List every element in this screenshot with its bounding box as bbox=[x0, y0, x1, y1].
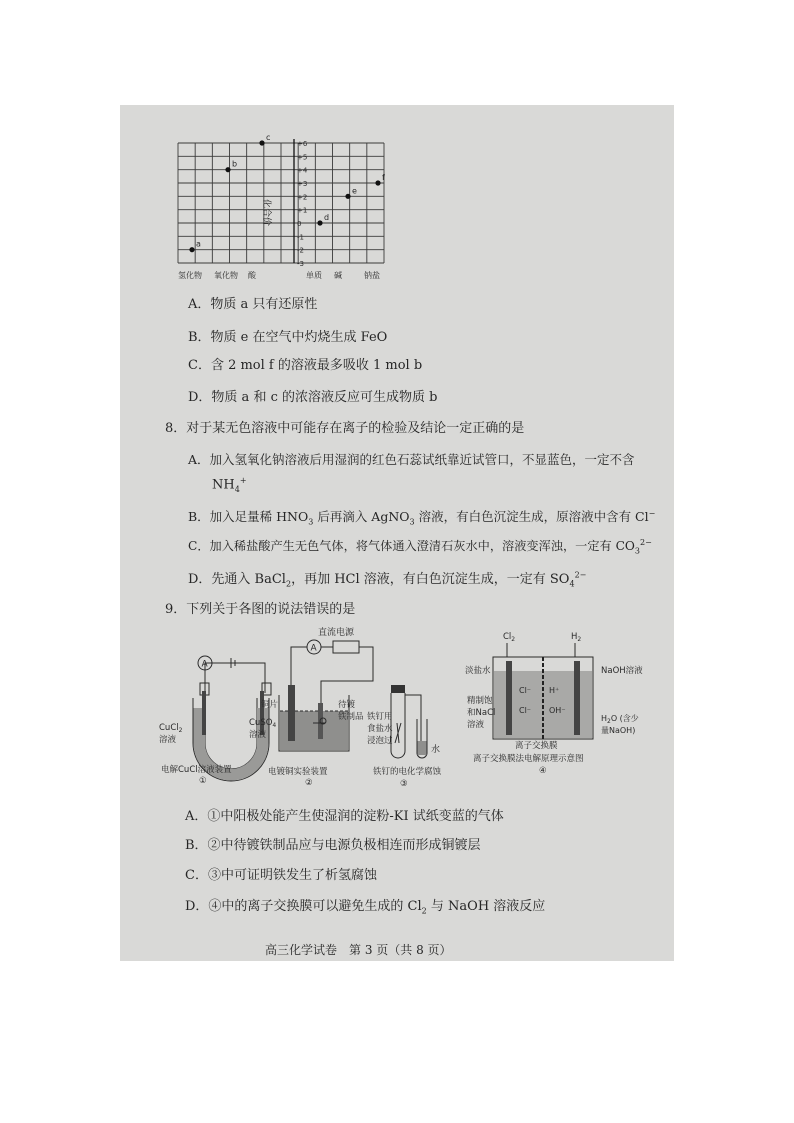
data-point-label-a: a bbox=[196, 239, 201, 249]
fig2-number: ② bbox=[305, 778, 313, 788]
q9-option-c: C．③中可证明铁发生了析氢腐蚀 bbox=[185, 868, 377, 883]
x-tick-label: 钠盐 bbox=[364, 271, 380, 280]
page-footer: 高三化学试卷 第 3 页（共 8 页） bbox=[265, 943, 452, 957]
q8-option-a-line1: A．加入氢氧化钠溶液后用湿润的红色石蕊试纸靠近试管口，不显蓝色，一定不含 bbox=[188, 452, 635, 467]
fig4-number: ④ bbox=[539, 766, 547, 776]
exam-page bbox=[120, 105, 674, 961]
q9-option-d: D．④中的离子交换膜可以避免生成的 $Cl_2$ 与 NaOH 溶液反应 bbox=[185, 899, 546, 916]
q8-option-b: B．加入足量稀 $HNO_3$ 后再滴入 AgNO$_3$ 溶液，有白色沉淀生成，原溶液中含有 Cl− bbox=[188, 508, 656, 527]
x-tick-label: 碱 bbox=[334, 271, 342, 280]
fig3-water-label: 水 bbox=[431, 745, 441, 755]
y-tick-label: +6 bbox=[297, 140, 308, 148]
fig4-left-bottom-label-2: 和NaCl bbox=[467, 708, 496, 718]
q7-option-d: D．物质 a 和 c 的浓溶液反应可生成物质 b bbox=[188, 390, 438, 405]
fig4-right-bottom-label-1: $H_2O$ (含少 bbox=[601, 714, 639, 725]
y-tick-label: -3 bbox=[297, 260, 304, 268]
y-tick-label: +2 bbox=[297, 193, 308, 202]
fig2-power-label: 直流电源 bbox=[318, 628, 355, 638]
y-tick-label: +3 bbox=[297, 180, 308, 188]
fig4-left-top-label: 淡盐水 bbox=[465, 666, 491, 676]
fig4-right-bottom-label-2: 量NaOH) bbox=[601, 726, 636, 735]
fig4-left-bottom-label-1: 精制饱 bbox=[467, 696, 493, 706]
valence-class-chart bbox=[170, 135, 470, 285]
x-tick-label: 氧化物 bbox=[214, 271, 238, 280]
fig1-electrode-right bbox=[260, 691, 264, 735]
fig3-nail-label-2: 食盐水 bbox=[367, 724, 393, 734]
y-axis-label: 化合价 bbox=[261, 199, 271, 227]
figure-2-copper-plating bbox=[249, 626, 373, 788]
fig1-ammeter-label: A bbox=[201, 659, 208, 670]
x-tick-label: 氢化物 bbox=[178, 271, 202, 280]
data-point-d bbox=[317, 220, 322, 225]
fig3-number: ③ bbox=[400, 779, 408, 789]
q7-option-a: A．物质 a 只有还原性 bbox=[188, 297, 318, 312]
data-point-a bbox=[189, 247, 194, 252]
q7-option-c: C．含 2 mol f 的溶液最多吸收 1 mol b bbox=[188, 358, 423, 373]
fig4-membrane-label: 离子交换膜 bbox=[515, 741, 558, 751]
q7-option-b: B．物质 e 在空气中灼烧生成 FeO bbox=[188, 330, 388, 345]
data-point-label-f: f bbox=[382, 173, 385, 182]
data-point-label-d: d bbox=[324, 213, 330, 222]
y-tick-label: -2 bbox=[297, 246, 304, 255]
data-point-e bbox=[345, 194, 350, 199]
y-tick-label: -1 bbox=[297, 233, 304, 242]
fig2-copper-label: 铜片 bbox=[261, 700, 279, 710]
fig4-right-top-label: NaOH溶液 bbox=[601, 666, 643, 676]
fig1-electrode-left bbox=[202, 691, 206, 735]
q9-figures bbox=[155, 623, 655, 791]
data-point-label-e: e bbox=[352, 186, 357, 196]
fig2-item-label-1: 待镀 bbox=[338, 700, 356, 710]
fig4-h2-label: $H_2$ bbox=[571, 632, 582, 643]
q8-stem: 8．对于某无色溶液中可能存在离子的检验及结论一定正确的是 bbox=[165, 421, 525, 436]
figure-4-membrane-electrolysis bbox=[465, 632, 643, 776]
fig4-cl2-label: $Cl_2$ bbox=[503, 632, 516, 643]
fig2-item-label-2: 铁制品 bbox=[338, 712, 364, 722]
y-tick-label: +4 bbox=[297, 166, 308, 175]
fig2-ammeter-label: A bbox=[310, 643, 317, 654]
fig1-number: ① bbox=[199, 776, 207, 786]
data-point-label-c: c bbox=[266, 135, 271, 142]
fig2-solution-label-2: 溶液 bbox=[249, 730, 267, 740]
fig4-left-bottom-label-3: 溶液 bbox=[467, 720, 485, 730]
fig3-nail-label-1: 铁钉用 bbox=[367, 712, 393, 722]
data-point-b bbox=[225, 167, 230, 172]
fig3-caption: 铁钉的电化学腐蚀 bbox=[373, 767, 442, 777]
q8-option-a-line2: $NH_4^+$ bbox=[212, 476, 247, 494]
fig2-copper-plate bbox=[288, 685, 295, 741]
q8-option-d: D．先通入 BaCl$_2$，再加 HCl 溶液，有白色沉淀生成，一定有 $SO_4^{2-}$ bbox=[188, 570, 587, 589]
fig1-solution-label-1: CuCl$_2$ bbox=[159, 723, 183, 734]
fig2-solution-label-1: CuSO$_4$ bbox=[249, 718, 277, 729]
x-tick-label: 酸 bbox=[248, 271, 256, 280]
q9-stem: 9．下列关于各图的说法错误的是 bbox=[165, 602, 356, 617]
fig4-ion-4: OH⁻ bbox=[549, 706, 566, 715]
fig4-ion-1: Cl⁻ bbox=[519, 686, 532, 695]
fig2-caption: 电镀铜实验装置 bbox=[268, 767, 328, 777]
fig4-caption: 离子交换膜法电解原理示意图 bbox=[473, 754, 584, 764]
fig1-caption: 电解CuCl溶液装置 bbox=[161, 765, 232, 775]
q8-option-c: C．加入稀盐酸产生无色气体，将气体通入澄清石灰水中，溶液变浑浊，一定有 $CO_3^{2-}$ bbox=[188, 537, 652, 556]
fig1-solution-label-2: 溶液 bbox=[159, 735, 177, 745]
y-tick-label: +5 bbox=[297, 153, 308, 162]
fig4-ion-2: H⁺ bbox=[549, 686, 560, 695]
y-tick-label: +1 bbox=[297, 206, 308, 215]
fig4-ion-3: Cl⁻ bbox=[519, 706, 532, 715]
fig3-nail-label-3: 浸泡过 bbox=[367, 736, 393, 746]
data-point-f bbox=[375, 180, 380, 185]
x-tick-label: 单质 bbox=[306, 271, 322, 280]
y-tick-label: 0 bbox=[297, 220, 302, 228]
q9-option-b: B．②中待镀铁制品应与电源负极相连而形成铜镀层 bbox=[185, 838, 481, 853]
data-point-c bbox=[259, 140, 264, 145]
figure-3-nail-corrosion bbox=[367, 685, 442, 789]
q9-option-a: A．①中阳极处能产生使湿润的淀粉-KI 试纸变蓝的气体 bbox=[185, 809, 504, 824]
data-point-label-b: b bbox=[232, 159, 238, 169]
